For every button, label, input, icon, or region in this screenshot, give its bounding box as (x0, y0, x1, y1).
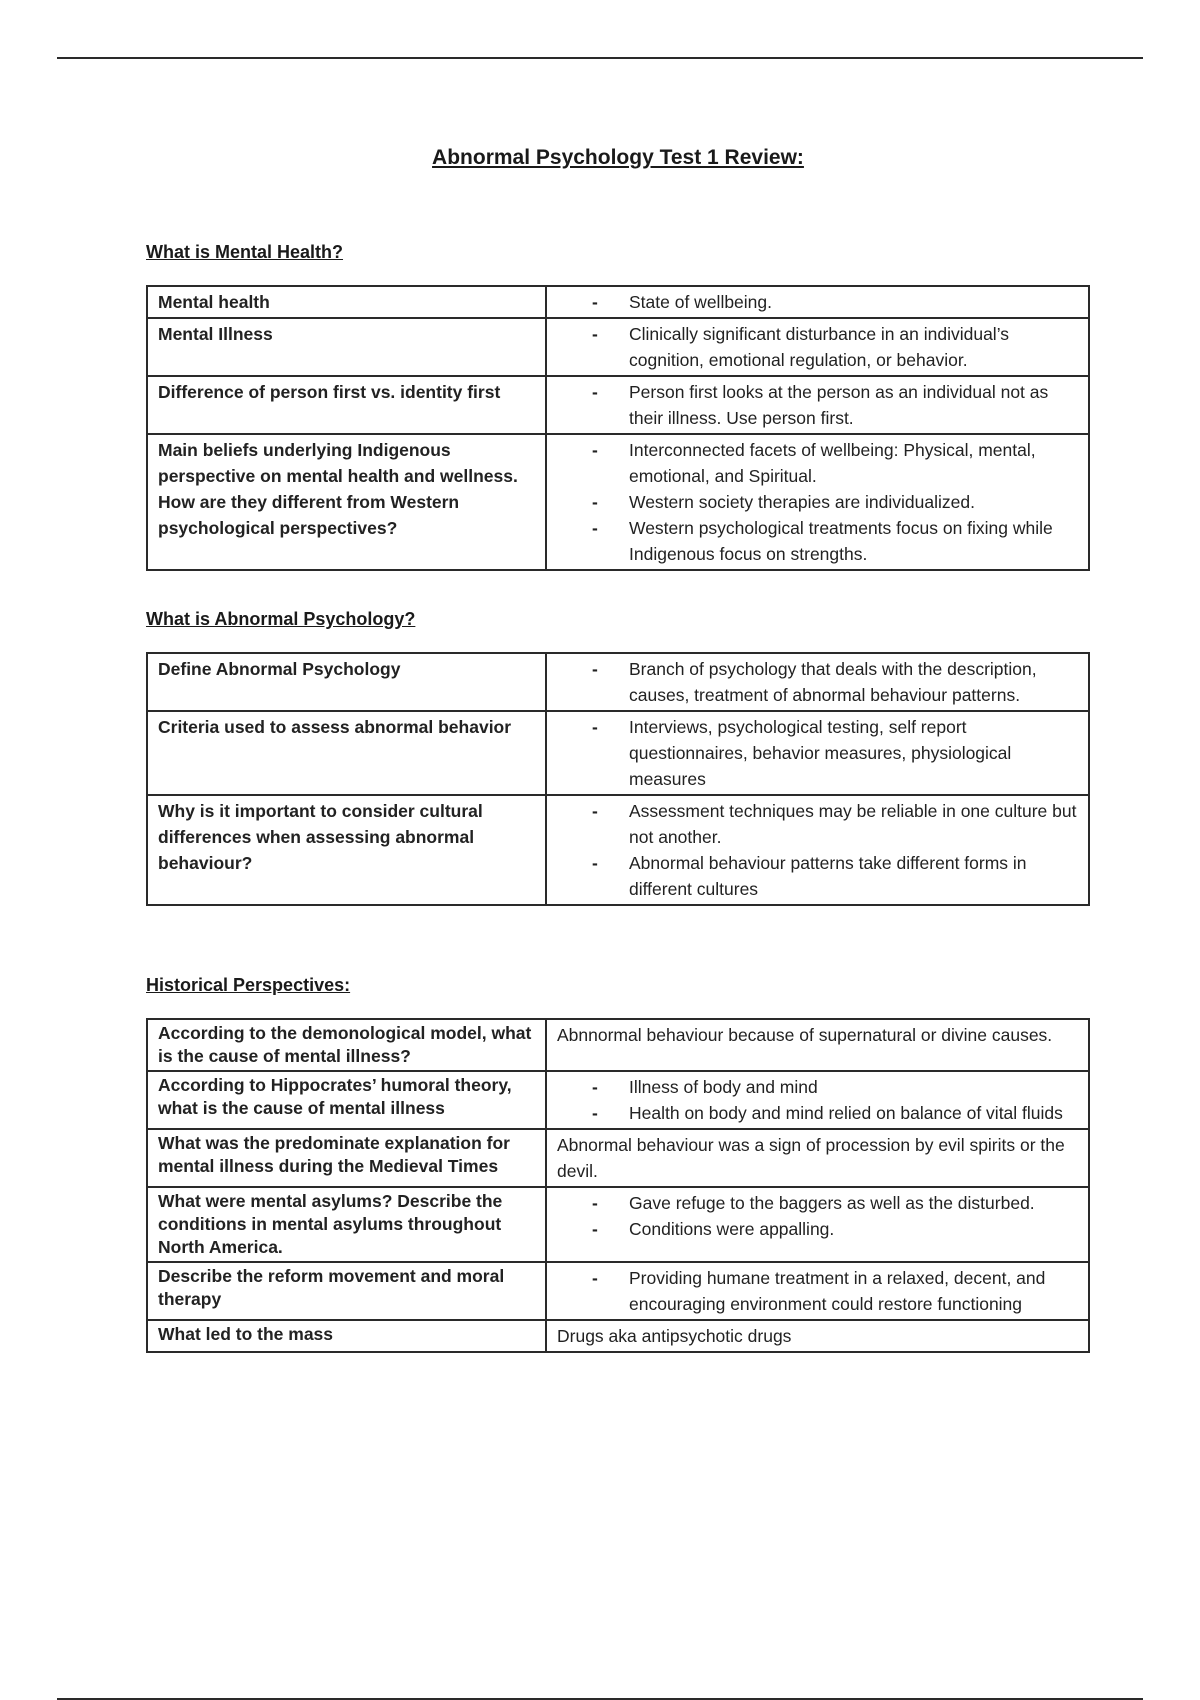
bullet-item: - Gave refuge to the baggers as well as the disturbed. (629, 1190, 1078, 1216)
answer-cell (546, 1071, 1089, 1129)
bullet-item: - Clinically significant disturbance in an individual’s cognition, emotional regulation, or behavior. (629, 321, 1078, 373)
table-row (147, 653, 1089, 711)
bullet-item: - Providing humane treatment in a relaxed, decent, and encouraging environment could restore functioning (629, 1265, 1078, 1317)
question-cell: Mental Illness (147, 318, 546, 376)
section-heading-historical-perspectives: Historical Perspectives: (146, 975, 351, 995)
mental-health-table (146, 285, 1090, 571)
question-cell: Why is it important to consider cultural differences when assessing abnormal behaviour? (147, 795, 546, 905)
question-cell: Describe the reform movement and moral therapy (147, 1262, 546, 1320)
bullet-item: - Abnormal behaviour patterns take different forms in different cultures (629, 850, 1078, 902)
answer-cell (546, 1320, 1089, 1352)
bullet-item: - Person first looks at the person as an individual not as their illness. Use person first. (629, 379, 1078, 431)
question-cell: What was the predominate explanation for mental illness during the Medieval Times (147, 1129, 546, 1187)
section-heading-abnormal-psychology: What is Abnormal Psychology? (146, 609, 416, 629)
table-row (147, 1262, 1089, 1320)
answer-cell (546, 434, 1089, 570)
bullet-item: - Interconnected facets of wellbeing: Physical, mental, emotional, and Spiritual. (629, 437, 1078, 489)
answer-cell (546, 318, 1089, 376)
table-row (147, 376, 1089, 434)
question-cell: What led to the mass (147, 1320, 546, 1352)
answer-cell (546, 286, 1089, 318)
question-cell: Mental health (147, 286, 546, 318)
table-row (147, 434, 1089, 570)
table-row (147, 1320, 1089, 1352)
bullet-item: - Conditions were appalling. (629, 1216, 1078, 1242)
answer-text: Abnormal behaviour was a sign of procession by evil spirits or the devil. (557, 1135, 1065, 1181)
bullet-item: - Interviews, psychological testing, self report questionnaires, behavior measures, physiological measures (629, 714, 1078, 792)
bullet-item: - Health on body and mind relied on balance of vital fluids (629, 1100, 1078, 1126)
table-row (147, 795, 1089, 905)
answer-cell (546, 376, 1089, 434)
question-cell: Criteria used to assess abnormal behavior (147, 711, 546, 795)
question-cell: According to the demonological model, what is the cause of mental illness? (147, 1019, 546, 1071)
answer-cell (546, 1129, 1089, 1187)
question-cell: Difference of person first vs. identity first (147, 376, 546, 434)
question-cell: According to Hippocrates’ humoral theory, what is the cause of mental illness (147, 1071, 546, 1129)
bullet-item: - Illness of body and mind (629, 1074, 1078, 1100)
answer-cell (546, 1019, 1089, 1071)
header-rule (57, 57, 1143, 59)
document-title: Abnormal Psychology Test 1 Review: (432, 146, 804, 169)
answer-text: Abnnormal behaviour because of supernatural or divine causes. (557, 1025, 1053, 1045)
bullet-item: - State of wellbeing. (629, 289, 1078, 315)
question-cell: Main beliefs underlying Indigenous perspective on mental health and wellness. How are they different from Western psychological perspectives? (147, 434, 546, 570)
historical-perspectives-table (146, 1018, 1090, 1353)
abnormal-psychology-table (146, 652, 1090, 906)
table-row (147, 1129, 1089, 1187)
table-row (147, 1019, 1089, 1071)
answer-cell (546, 653, 1089, 711)
section-heading-mental-health: What is Mental Health? (146, 242, 344, 262)
answer-text: Drugs aka antipsychotic drugs (557, 1326, 792, 1346)
bullet-item: - Assessment techniques may be reliable in one culture but not another. (629, 798, 1078, 850)
answer-cell (546, 1187, 1089, 1262)
answer-cell (546, 711, 1089, 795)
bullet-item: - Western psychological treatments focus on fixing while Indigenous focus on strengths. (629, 515, 1078, 567)
answer-cell (546, 795, 1089, 905)
answer-cell (546, 1262, 1089, 1320)
table-row (147, 286, 1089, 318)
bullet-item: - Western society therapies are individualized. (629, 489, 1078, 515)
question-cell: Define Abnormal Psychology (147, 653, 546, 711)
table-row (147, 1071, 1089, 1129)
table-row (147, 1187, 1089, 1262)
question-cell: What were mental asylums? Describe the conditions in mental asylums throughout North America. (147, 1187, 546, 1262)
table-row (147, 318, 1089, 376)
bullet-item: - Branch of psychology that deals with the description, causes, treatment of abnormal behaviour patterns. (629, 656, 1078, 708)
table-row (147, 711, 1089, 795)
